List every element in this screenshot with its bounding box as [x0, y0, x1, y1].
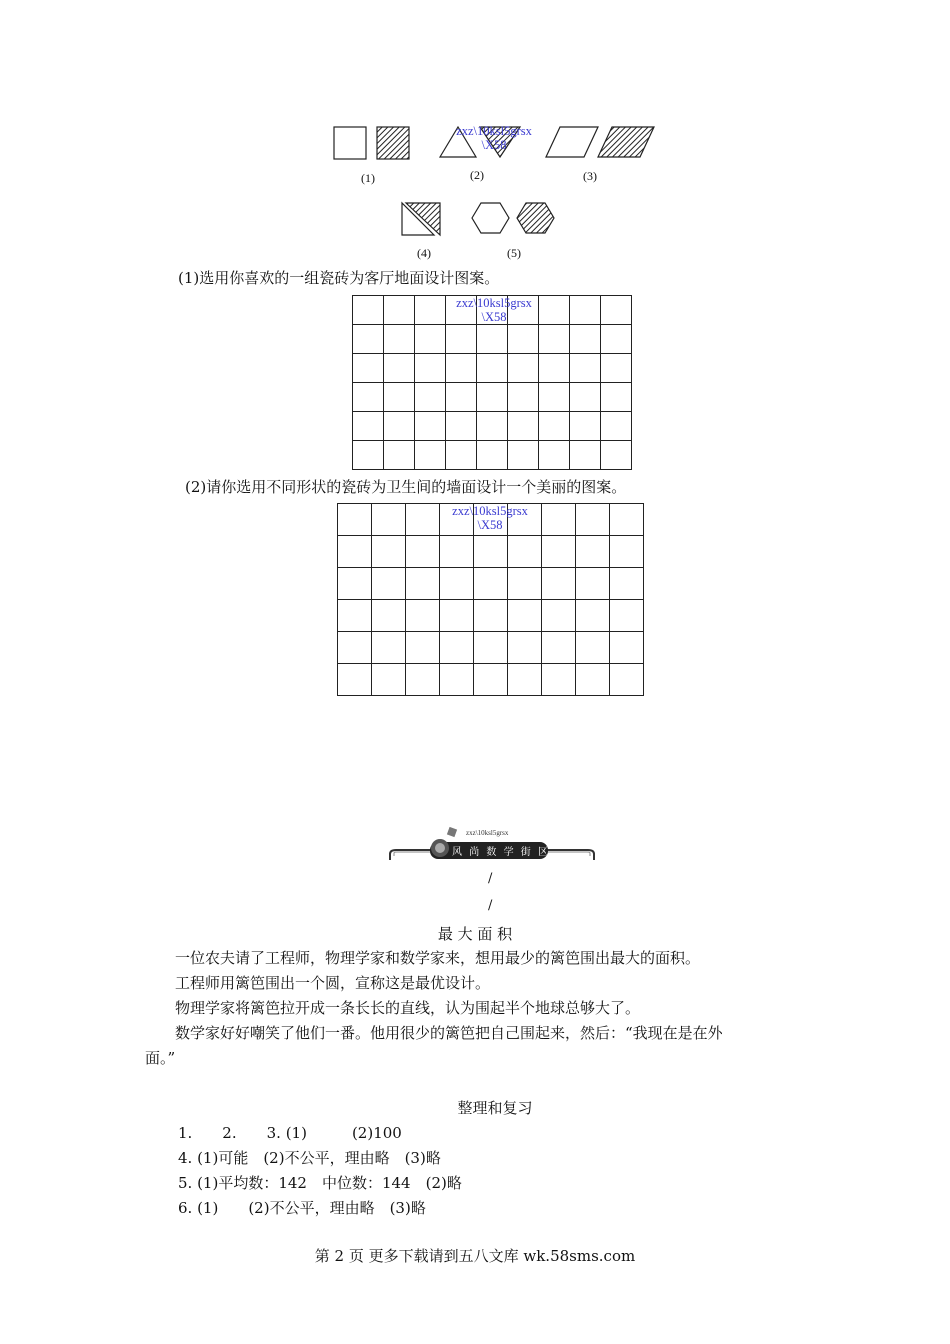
task2-grid: [337, 503, 644, 696]
grid-cell: [570, 412, 601, 441]
grid-cell: [477, 383, 508, 412]
review-title: 整理和复习: [457, 1099, 533, 1117]
grid-cell: [576, 504, 610, 536]
grid-cell: [353, 325, 384, 354]
task2-text: (2)请你选用不同形状的瓷砖为卫生间的墙面设计一个美丽的图案。: [185, 478, 627, 496]
task1-grid: [352, 295, 632, 470]
grid-cell: [539, 325, 570, 354]
grid-cell: [415, 354, 446, 383]
grid-cell: [415, 325, 446, 354]
grid-cell: [353, 441, 384, 470]
grid-cell: [570, 383, 601, 412]
grid-cell: [508, 325, 539, 354]
grid-cell: [539, 383, 570, 412]
story-paragraph-3: 物理学家将篱笆拉开成一条长长的直线，认为围起半个地球总够大了。: [175, 999, 641, 1017]
banner-char-5: 街: [520, 847, 531, 858]
grid-cell: [576, 568, 610, 600]
slash-2: /: [488, 898, 493, 913]
grid-cell: [384, 441, 415, 470]
grid-cell: [601, 441, 632, 470]
grid-cell: [415, 412, 446, 441]
grid-cell: [372, 664, 406, 696]
grid-cell: [406, 600, 440, 632]
grid-cell: [601, 383, 632, 412]
grid-cell: [406, 536, 440, 568]
banner-char-4: 学: [503, 847, 514, 858]
grid-cell: [576, 664, 610, 696]
grid-cell: [610, 504, 644, 536]
grid-cell: [440, 600, 474, 632]
task1-text: (1)选用你喜欢的一组瓷砖为客厅地面设计图案。: [178, 269, 500, 287]
grid-cell: [446, 354, 477, 383]
grid-cell: [508, 568, 542, 600]
task1-watermark: zxz\10ksl5grsx \X58: [456, 296, 532, 324]
grid-cell: [372, 600, 406, 632]
banner-char-1: 风: [452, 847, 462, 858]
banner-watermark: zxz\10ksl5grsx: [466, 829, 509, 837]
grid-cell: [406, 504, 440, 536]
square-plain-shape: [334, 127, 366, 159]
grid-cell: [576, 632, 610, 664]
grid-cell: [338, 664, 372, 696]
grid-cell: [610, 600, 644, 632]
hexagon-plain-shape: [472, 203, 509, 233]
grid-cell: [353, 296, 384, 325]
grid-cell: [440, 632, 474, 664]
grid-cell: [384, 383, 415, 412]
grid-cell: [508, 441, 539, 470]
grid-cell: [353, 412, 384, 441]
grid-cell: [601, 296, 632, 325]
banner-char-2: 尚: [469, 847, 480, 858]
grid-cell: [542, 664, 576, 696]
tile-label-1: (1): [361, 171, 375, 185]
grid-cell: [446, 383, 477, 412]
task2-watermark: zxz\10ksl5grsx \X58: [452, 504, 528, 532]
banner-title: [452, 843, 548, 858]
grid-cell: [539, 412, 570, 441]
grid-cell: [353, 383, 384, 412]
page-footer: 第 2 页 更多下载请到五八文库 wk.58sms.com: [314, 1247, 636, 1265]
grid-cell: [539, 354, 570, 383]
grid-cell: [570, 325, 601, 354]
grid-cell: [406, 568, 440, 600]
math-street-banner: [388, 826, 598, 866]
grid-cell: [446, 441, 477, 470]
grid-cell: [508, 632, 542, 664]
grid-cell: [415, 441, 446, 470]
grid-cell: [474, 664, 508, 696]
grid-cell: [610, 664, 644, 696]
story-paragraph-2: 工程师用篱笆围出一个圆，宣称这是最优设计。: [175, 974, 491, 992]
grid-cell: [446, 325, 477, 354]
grid-cell: [372, 632, 406, 664]
grid-cell: [415, 383, 446, 412]
grid-cell: [601, 412, 632, 441]
grid-cell: [384, 412, 415, 441]
story-paragraph-4-cont: 面。”: [145, 1049, 176, 1067]
grid-cell: [610, 568, 644, 600]
grid-cell: [353, 354, 384, 383]
grid-cell: [384, 354, 415, 383]
grid-cell: [542, 600, 576, 632]
grid-cell: [446, 412, 477, 441]
grid-cell: [477, 412, 508, 441]
review-line-1: 1. 2. 3. (1) (2)100: [178, 1124, 402, 1142]
grid-cell: [477, 354, 508, 383]
tile-label-5: (5): [507, 246, 521, 260]
grid-cell: [338, 536, 372, 568]
grid-cell: [570, 441, 601, 470]
grid-cell: [440, 664, 474, 696]
grid-cell: [440, 536, 474, 568]
grid-cell: [372, 536, 406, 568]
tile-label-4: (4): [417, 246, 431, 260]
grid-cell: [570, 296, 601, 325]
banner-char-6: 区: [537, 847, 548, 858]
review-line-4: 6. (1) (2)不公平，理由略 (3)略: [178, 1199, 426, 1217]
tiles-watermark: zxz\10ksl5grsx \X58: [456, 124, 532, 152]
grid-cell: [542, 536, 576, 568]
grid-cell: [338, 600, 372, 632]
review-line-3: 5. (1)平均数：142 中位数：144 (2)略: [178, 1174, 462, 1192]
story-paragraph-1: 一位农夫请了工程师，物理学家和数学家来，想用最少的篱笆围出最大的面积。: [175, 949, 701, 967]
grid-cell: [474, 536, 508, 568]
grid-cell: [406, 632, 440, 664]
square-hatched-shape: [377, 127, 409, 159]
grid-cell: [384, 325, 415, 354]
tile-figure: [320, 115, 670, 265]
grid-cell: [372, 504, 406, 536]
grid-cell: [601, 325, 632, 354]
grid-cell: [338, 504, 372, 536]
grid-cell: [440, 568, 474, 600]
grid-cell: [372, 568, 406, 600]
grid-cell: [539, 441, 570, 470]
story-paragraph-4: 数学家好好嘲笑了他们一番。他用很少的篱笆把自己围起来，然后：“我现在是在外: [175, 1024, 723, 1042]
grid-cell: [610, 632, 644, 664]
grid-cell: [474, 600, 508, 632]
grid-cell: [542, 632, 576, 664]
grid-cell: [415, 296, 446, 325]
grid-cell: [610, 536, 644, 568]
tile-label-3: (3): [583, 169, 597, 183]
grid-cell: [570, 354, 601, 383]
grid-cell: [576, 600, 610, 632]
grid-cell: [406, 664, 440, 696]
slash-1: /: [488, 871, 493, 886]
grid-cell: [508, 354, 539, 383]
grid-cell: [477, 325, 508, 354]
grid-cell: [508, 664, 542, 696]
review-line-2: 4. (1)可能 (2)不公平，理由略 (3)略: [178, 1149, 441, 1167]
grid-cell: [477, 441, 508, 470]
tile-label-2: (2): [470, 168, 484, 182]
parallelogram-hatched-shape: [598, 127, 654, 157]
grid-cell: [542, 504, 576, 536]
hexagon-hatched-shape: [517, 203, 554, 233]
grid-cell: [508, 412, 539, 441]
banner-char-3: 数: [486, 847, 497, 858]
grid-cell: [508, 383, 539, 412]
grid-cell: [338, 568, 372, 600]
grid-cell: [542, 568, 576, 600]
grid-cell: [601, 354, 632, 383]
grid-cell: [474, 632, 508, 664]
grid-cell: [384, 296, 415, 325]
story-title: 最 大 面 积: [437, 925, 513, 943]
parallelogram-plain-shape: [546, 127, 598, 157]
grid-cell: [508, 600, 542, 632]
grid-cell: [508, 536, 542, 568]
grid-cell: [338, 632, 372, 664]
grid-cell: [576, 536, 610, 568]
grid-cell: [474, 568, 508, 600]
